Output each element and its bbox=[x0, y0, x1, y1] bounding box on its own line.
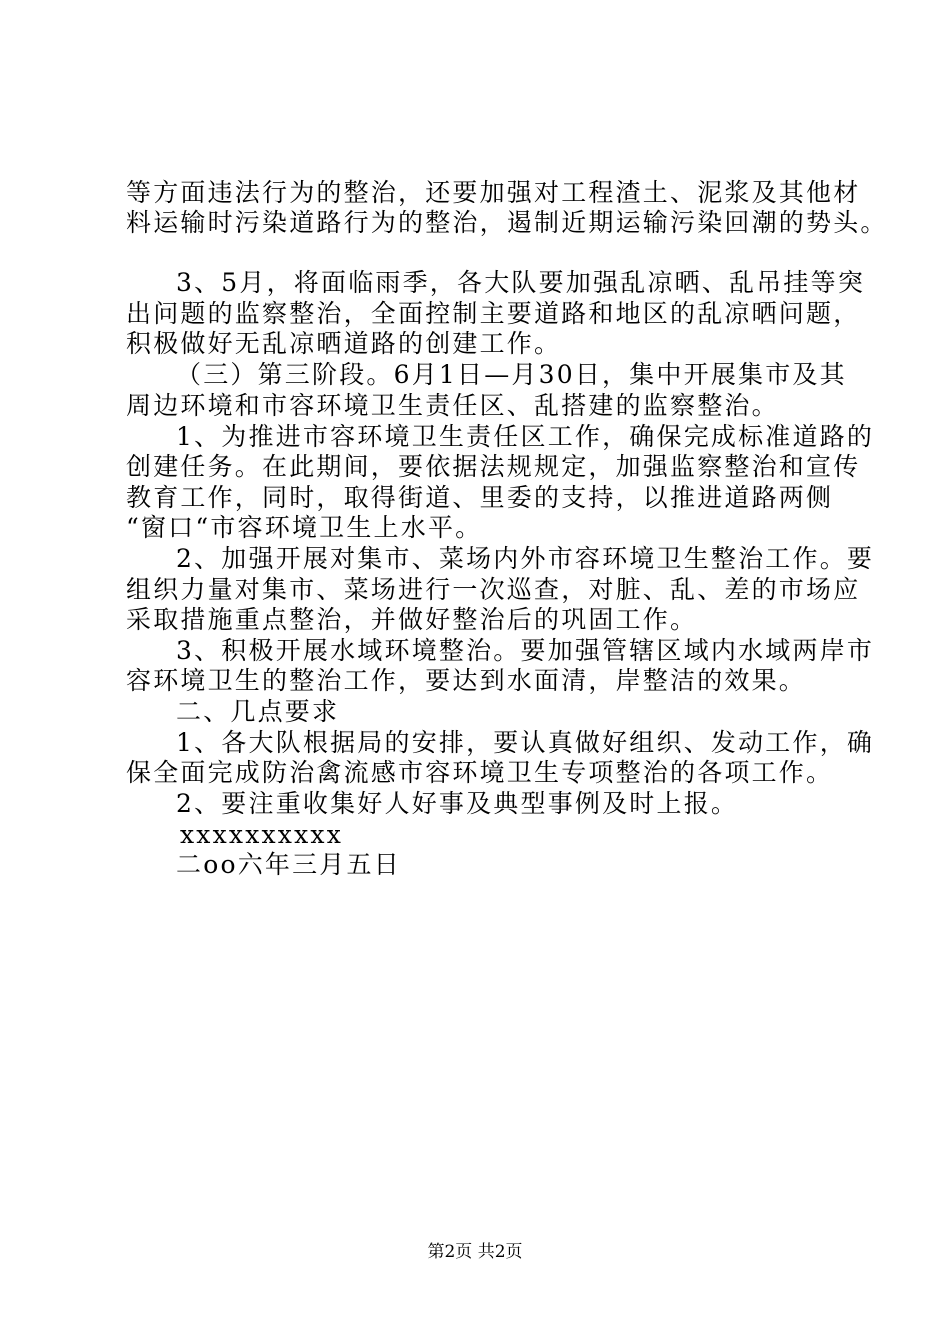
paragraph-line: 2、加强开展对集市、菜场内外市容环境卫生整治工作。要 bbox=[176, 544, 875, 573]
paragraph-line: 创建任务。在此期间，要依据法规规定，加强监察整治和宣传 bbox=[126, 452, 861, 481]
paragraph-line: 3、积极开展水域环境整治。要加强管辖区域内水域两岸市 bbox=[176, 636, 875, 665]
paragraph-line: 教育工作，同时，取得街道、里委的支持，以推进道路两侧 bbox=[126, 483, 834, 512]
paragraph-line: 等方面违法行为的整治，还要加强对工程渣土、泥浆及其他材 bbox=[126, 178, 861, 207]
paragraph-line: “窗口“市容环境卫生上水平。 bbox=[126, 513, 483, 542]
section-heading-line: （三）第三阶段。6月1日—月30日，集中开展集市及其 bbox=[176, 360, 847, 389]
paragraph-line: 容环境卫生的整治工作，要达到水面清，岸整洁的效果。 bbox=[126, 666, 807, 695]
paragraph-line: 积极做好无乱凉晒道路的创建工作。 bbox=[126, 329, 562, 358]
signature-line: xxxxxxxxxx bbox=[180, 820, 343, 849]
page-number-footer: 第2页 共2页 bbox=[427, 1242, 523, 1262]
paragraph-line: 料运输时污染道路行为的整治，遏制近期运输污染回潮的势头。 bbox=[126, 208, 888, 237]
paragraph-line: 2、要注重收集好人好事及典型事例及时上报。 bbox=[176, 789, 739, 818]
paragraph-line: 组织力量对集市、菜场进行一次巡查，对脏、乱、差的市场应 bbox=[126, 575, 861, 604]
paragraph-line: 采取措施重点整治，并做好整治后的巩固工作。 bbox=[126, 605, 698, 634]
paragraph-line: 1、各大队根据局的安排，要认真做好组织、发动工作，确 bbox=[176, 728, 875, 757]
paragraph-line: 保全面完成防治禽流感市容环境卫生专项整治的各项工作。 bbox=[126, 758, 834, 787]
paragraph-line: 出问题的监察整治，全面控制主要道路和地区的乱凉晒问题， bbox=[126, 299, 861, 328]
paragraph-line: 1、为推进市容环境卫生责任区工作，确保完成标准道路的 bbox=[176, 422, 875, 451]
paragraph-line: 周边环境和市容环境卫生责任区、乱搭建的监察整治。 bbox=[126, 391, 779, 420]
section-heading-line: 二、几点要求 bbox=[176, 697, 340, 726]
paragraph-line: 3、5月，将面临雨季，各大队要加强乱凉晒、乱吊挂等突 bbox=[176, 268, 866, 297]
date-line: 二oo六年三月五日 bbox=[176, 850, 401, 879]
